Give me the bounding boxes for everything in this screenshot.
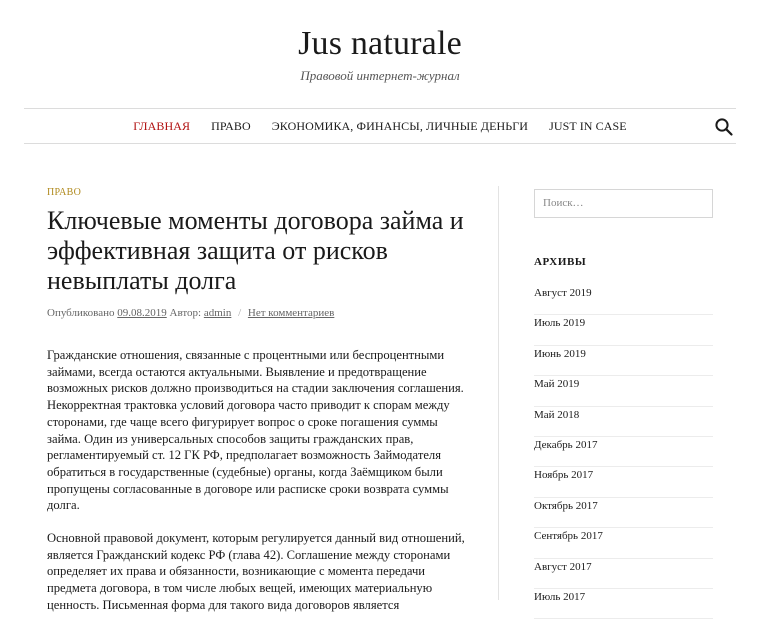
site-tagline: Правовой интернет-журнал [300, 68, 460, 83]
main-navigation [24, 108, 736, 144]
post-comments-link[interactable]: Нет комментариев [247, 307, 335, 319]
archive-link[interactable]: Июнь 2019 [534, 347, 586, 360]
archive-item [534, 407, 713, 437]
post-category[interactable]: ПРАВО [47, 187, 82, 198]
nav-item-economics[interactable]: ЭКОНОМИКА, ФИНАНСЫ, ЛИЧНЫЕ ДЕНЬГИ [271, 118, 529, 133]
archive-item [534, 315, 713, 345]
post-body [47, 347, 467, 614]
author-label: Автор: [169, 307, 202, 319]
archive-item [534, 437, 713, 467]
sidebar-search-input[interactable]: Поиск… [534, 189, 713, 218]
published-label: Опубликовано [47, 307, 115, 319]
archives-heading: АРХИВЫ [534, 256, 587, 268]
site-header [0, 0, 760, 108]
nav-item-just-in-case[interactable]: JUST IN CASE [549, 118, 627, 133]
post-title: Ключевые моменты договора займа и эффективная защита от рисков невыплаты долга [47, 206, 464, 295]
archive-item [534, 498, 713, 528]
archive-link[interactable]: Сентябрь 2017 [534, 530, 603, 543]
archive-link[interactable]: Август 2017 [534, 560, 592, 573]
sidebar [534, 189, 713, 619]
archive-link[interactable]: Август 2019 [534, 287, 592, 299]
post-meta [47, 306, 467, 320]
meta-separator: / [238, 307, 242, 319]
archive-link[interactable]: Ноябрь 2017 [534, 469, 594, 482]
archive-item [534, 376, 713, 406]
post-paragraph: Основной правовой документ, которым регулируется данный вид отношений, является Гражданский кодекс РФ (глава 42). Соглашение между сторонами определяет их права и обязанности, возникающие с момента передачи предмета договора, в том числе любых вещей, имеющих материальную ценность. Письменная форма для такого вида договоров является [47, 531, 465, 612]
archive-link[interactable]: Июль 2017 [534, 590, 586, 603]
archive-link[interactable]: Май 2019 [534, 378, 580, 391]
post-author-link[interactable]: admin [203, 307, 232, 319]
nav-item-law[interactable]: ПРАВО [211, 118, 251, 133]
archive-item [534, 346, 713, 376]
post-article [47, 186, 467, 630]
archive-item [534, 589, 713, 619]
search-icon[interactable] [714, 117, 734, 137]
post-paragraph: Гражданские отношения, связанные с процентными или беспроцентными займами, всегда остаются актуальными. Выявление и предотвращение возможных рисков должно производиться на стадии заключения соглашения. Некорректная трактовка условий договора часто приводит к спорам между сторонами, где чаще всего фигурирует вопрос о сроке погашения суммы займа. Один из универсальных способов защиты гражданских прав, регламентируемый ст. 12 ГК РФ, предполагает возможность Займодателя обратиться в государственные (судебные) органы, когда Заёмщиком были пропущены согласованные в договоре или расписке сроки возврата суммы долга. [47, 348, 464, 513]
archive-link[interactable]: Декабрь 2017 [534, 438, 598, 451]
archives-list [534, 285, 713, 619]
archive-item [534, 559, 713, 589]
archive-item [534, 528, 713, 558]
site-title[interactable]: Jus naturale [298, 25, 462, 62]
content-sidebar-divider [498, 186, 499, 600]
post-date-link[interactable]: 09.08.2019 [117, 307, 167, 319]
archive-item [534, 467, 713, 497]
nav-items [24, 109, 736, 143]
archive-link[interactable]: Май 2018 [534, 408, 580, 421]
archive-item [534, 285, 713, 315]
archive-link[interactable]: Июль 2019 [534, 317, 586, 330]
nav-item-home[interactable]: ГЛАВНАЯ [133, 118, 191, 133]
archive-link[interactable]: Октябрь 2017 [534, 499, 598, 512]
